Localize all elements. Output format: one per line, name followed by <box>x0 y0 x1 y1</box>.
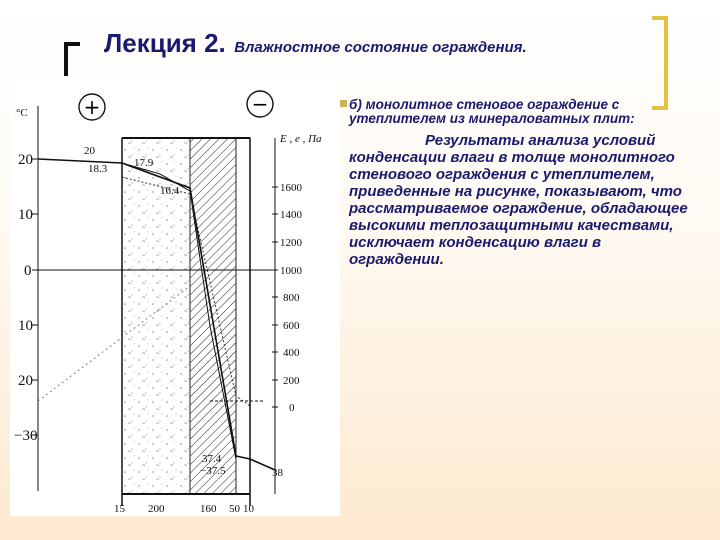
pressure-tick: 1600 <box>280 182 302 194</box>
temp-tick: 20 <box>18 373 33 389</box>
pressure-tick: 600 <box>283 320 300 332</box>
pressure-tick: 0 <box>289 402 295 414</box>
title-main: Лекция 2. <box>104 28 226 58</box>
temp-tick: 20 <box>18 152 33 168</box>
wall-diagram <box>10 76 340 516</box>
description-heading: б) монолитное стеновое ограждение с утеплителем из минераловатных плит: <box>349 97 635 126</box>
value-label: 38 <box>272 467 283 479</box>
description-block <box>349 98 699 268</box>
layer-label: 200 <box>148 503 165 515</box>
temperature-unit: °C <box>16 107 28 119</box>
temp-tick: 10 <box>18 318 33 334</box>
temp-tick: 10 <box>18 207 33 223</box>
insulation-layer <box>190 138 236 494</box>
value-label: −37.5 <box>200 465 226 477</box>
temp-tick: 0 <box>24 263 32 279</box>
value-label: 17.9 <box>134 157 154 169</box>
slide-title <box>104 28 527 59</box>
outer-layer <box>236 138 250 494</box>
pressure-unit: E , e , Па <box>280 133 322 145</box>
title-subtitle: Влажностное состояние ограждения. <box>234 39 527 56</box>
plus-sign: + <box>83 95 101 119</box>
layer-label: 10 <box>243 503 254 515</box>
value-label: 20 <box>84 145 95 157</box>
value-label: 37.4 <box>202 453 222 465</box>
pressure-tick: 400 <box>283 347 300 359</box>
concrete-layer <box>122 138 190 494</box>
minus-sign: − <box>251 92 269 116</box>
pressure-tick: 1200 <box>280 237 302 249</box>
title-bracket-right <box>652 16 668 110</box>
temp-tick: −30 <box>14 428 38 444</box>
layer-label: 50 <box>229 503 240 515</box>
pressure-tick: 1400 <box>280 209 302 221</box>
pressure-tick: 200 <box>283 375 300 387</box>
value-label: 16.4 <box>160 185 180 197</box>
layer-label: 160 <box>200 503 217 515</box>
layer-label: 15 <box>114 503 125 515</box>
bullet-marker <box>340 100 347 107</box>
description-body: Результаты анализа условий конденсации влаги в толще монолитного стенового ограждения с утеплителем, приведенные на рисунке, показывают, что рассматриваемое ограждение, обладающее высокими теплозащитными качествами, исключает конденсацию влаги в ограждении. <box>349 132 688 268</box>
pressure-tick: 800 <box>283 292 300 304</box>
pressure-tick: 1000 <box>280 265 302 277</box>
value-label: 18.3 <box>88 163 108 175</box>
